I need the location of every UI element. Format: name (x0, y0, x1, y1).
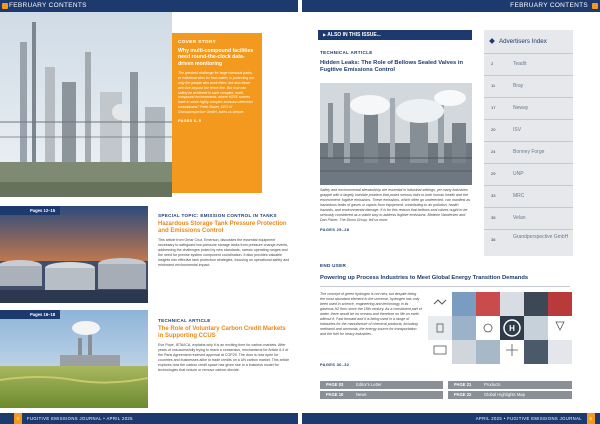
also-in-issue-bar: ▶ ALSO IN THIS ISSUE... (318, 30, 472, 40)
advertiser-page: 29 (491, 171, 496, 176)
bellows-valve-body: Safety and environmental stewardship are essential in industrial settings, yet many industries grapple with a largely invisible problem that poses serious risks to both human health and the environment: fugitive emissions. These emissions, which often go undetected, can manifest as hazardous leaks of gases or vapors from equipment, contributing to air pollution, health hazards, and environmental damage. It is for this reason that bellows seal valves ought to be seriously considered as a viable way to address fugitive emissions. Melanie Vandersen and Dan Fisher, The Dixon Group, tell us more. (320, 188, 471, 222)
advertiser-page: 2 (491, 61, 494, 66)
advertiser-row[interactable] (484, 141, 573, 163)
advertiser-page: 36 (491, 237, 496, 242)
left-header-badge (2, 3, 8, 9)
cover-story-pages[interactable]: PAGES 6–9 (178, 119, 202, 124)
bellows-valve-headline[interactable]: Hidden Leaks: The Role of Bellows Sealed Valves in Fugitive Emissions Control (320, 60, 464, 73)
carbon-credit-body: Eve Pope, IETA/ICA, explains why it is an exciting time for carbon markets. After years of unsuccessfully trying to reach a consensus, mechanisms for Article 6.4 of the Paris Agreement received approval at COP29. The door is now open for countries and businesses alike to trade credits on a UN carbon market. This article explores how the carbon credit space has given rise to a business model for technologies that reduce or remove carbon dioxide. (158, 343, 290, 372)
end-user-kicker: END USER (320, 263, 347, 268)
page-index-key: PAGE 22 (454, 392, 472, 397)
energy-icon-mosaic (428, 292, 572, 364)
left-footer-text: FUGITIVE EMISSIONS JOURNAL • APRIL 2025 (27, 416, 133, 421)
bellows-valve-kicker: TECHNICAL ARTICLE (320, 50, 373, 55)
page-index-key: PAGE 21 (454, 382, 472, 387)
advertiser-name: UNP (513, 171, 524, 177)
advertiser-name: Teadit (513, 61, 527, 67)
end-user-pages[interactable]: PAGES 30–32 (320, 362, 350, 367)
svg-text:H: H (509, 324, 515, 333)
advertiser-name: Bray (513, 83, 524, 89)
also-in-issue-label: ALSO IN THIS ISSUE... (327, 32, 381, 38)
left-header-title: FEBRUARY CONTENTS (9, 2, 87, 9)
advertiser-name: Velan (513, 215, 526, 221)
cover-story-body: The greatest challenge for large chemical parks, or individual sites for that matter, is protecting not only the people who work there, but also those who live beyond the fence line. But how can safety be achieved in such complex, multi-compound environments, where H2SE scenes have to solve highly complex emission detection conundrums? Peter Bauer, CEO of Grandperspective GmbH, takes us deeper. (178, 70, 255, 115)
advertiser-name: ISV (513, 127, 522, 133)
carbon-credit-photo (0, 310, 148, 408)
bellows-valve-pages[interactable]: PAGES 25–28 (320, 227, 350, 232)
right-header-badge (592, 3, 598, 9)
special-topic-body: This article from Omar Cruz, Emerson, discusses the essential equipment necessary to safeguard low-pressure storage tanks from pressure change events, addressing the challenges posed by new standards, narrow operating ranges and the need for precise system component coordination. It also provides valuable insights into effective tank protection strategies, focusing on operational safety and minimized environmental impact. (158, 238, 290, 267)
carbon-credit-headline[interactable]: The Role of Voluntary Carbon Credit Markets in Supporting CCUS (158, 326, 286, 339)
special-topic-kicker: SPECIAL TOPIC: EMISSION CONTROL IN TANKS (158, 213, 277, 218)
advertiser-row[interactable] (484, 229, 573, 256)
advertiser-row[interactable] (484, 163, 573, 185)
bellows-valve-photo (320, 83, 472, 185)
advertiser-name: Bonney Forge (513, 149, 545, 155)
carbon-credit-kicker: TECHNICAL ARTICLE (158, 318, 211, 323)
advertiser-row[interactable] (484, 53, 573, 75)
special-topic-article (158, 213, 290, 268)
advertiser-page: 33 (491, 193, 496, 198)
page-index-value: Products (484, 382, 501, 387)
advertiser-row[interactable] (484, 75, 573, 97)
left-page-header (0, 0, 298, 12)
advertisers-index-title: Advertisers Index (499, 38, 547, 45)
end-user-article-head (320, 263, 570, 287)
advertiser-row[interactable] (484, 97, 573, 119)
advertiser-name: Neway (513, 105, 529, 111)
advertiser-row[interactable] (484, 119, 573, 141)
advertiser-page: 24 (491, 149, 496, 154)
page-index-value: Global Highlights Map (484, 392, 525, 397)
carbon-credit-article (158, 318, 290, 373)
page-index-value: News (356, 392, 367, 397)
advertiser-page: 11 (491, 83, 496, 88)
page-index-highlights-map[interactable] (448, 391, 572, 399)
advertiser-page: 35 (491, 215, 496, 220)
advertiser-page: 20 (491, 127, 496, 132)
special-topic-headline[interactable]: Hazardous Storage Tank Pressure Protection and Emissions Control (158, 221, 287, 234)
page-index-products[interactable] (448, 381, 572, 389)
right-footer-text: APRIL 2025 • FUGITIVE EMISSIONS JOURNAL (475, 416, 582, 421)
end-user-headline[interactable]: Powering up Process Industries to Meet Global Energy Transition Demands (320, 275, 570, 287)
cover-story-panel (172, 33, 262, 193)
page-index-key: PAGE 03 (326, 382, 344, 387)
advertiser-name: Grandperspective GmbH (513, 234, 569, 240)
page-index-value: Editor's Letter (356, 382, 382, 387)
left-page-footer (0, 413, 298, 424)
cover-story-photo (0, 12, 172, 197)
carbon-credit-pages-label: Pages 16–18 (30, 312, 56, 317)
special-topic-pages-label: Pages 12–15 (30, 208, 56, 213)
cover-story-kicker: COVER STORY (178, 40, 216, 45)
storage-tanks-photo (0, 206, 148, 303)
left-page-number: 4 (14, 413, 22, 424)
cover-story-headline[interactable]: Why multi-compound facilities need round-the-clock data-driven monitoring (178, 48, 254, 67)
diamond-icon (489, 39, 495, 45)
advertiser-row[interactable] (484, 207, 573, 229)
end-user-article-body (320, 292, 422, 341)
right-page-footer (302, 413, 600, 424)
right-header-title: FEBRUARY CONTENTS (510, 2, 588, 9)
right-page-number: 5 (587, 413, 595, 424)
advertisers-index-header (484, 30, 573, 53)
special-topic-pages-tab[interactable] (0, 206, 60, 215)
advertiser-page: 17 (491, 105, 496, 110)
page-index-editors-letter[interactable] (320, 381, 443, 389)
advertiser-name: MRC (513, 193, 525, 199)
advertisers-index-panel (484, 30, 573, 256)
bellows-valve-article-head (320, 50, 472, 74)
page-index-news[interactable] (320, 391, 443, 399)
right-page-header (302, 0, 600, 12)
bellows-valve-article-body (320, 188, 472, 232)
page-index-key: PAGE 10 (326, 392, 344, 397)
advertiser-row[interactable] (484, 185, 573, 207)
carbon-credit-pages-tab[interactable] (0, 310, 60, 319)
end-user-body: The concept of green hydrogen is not new, but despite being the most abundant element in the universe, hydrogen has only been used in science, engineering and technology in its gaseous H2 form since the 18th century. As a constituent part of water, there would be no oceans and therefore no life on earth without it. Fast forward and it is being used in a range of industries for the manufacture of chemical products, including methanol and ammonia, the energy source for transportation and the fuel for heavy industries. (320, 292, 422, 336)
